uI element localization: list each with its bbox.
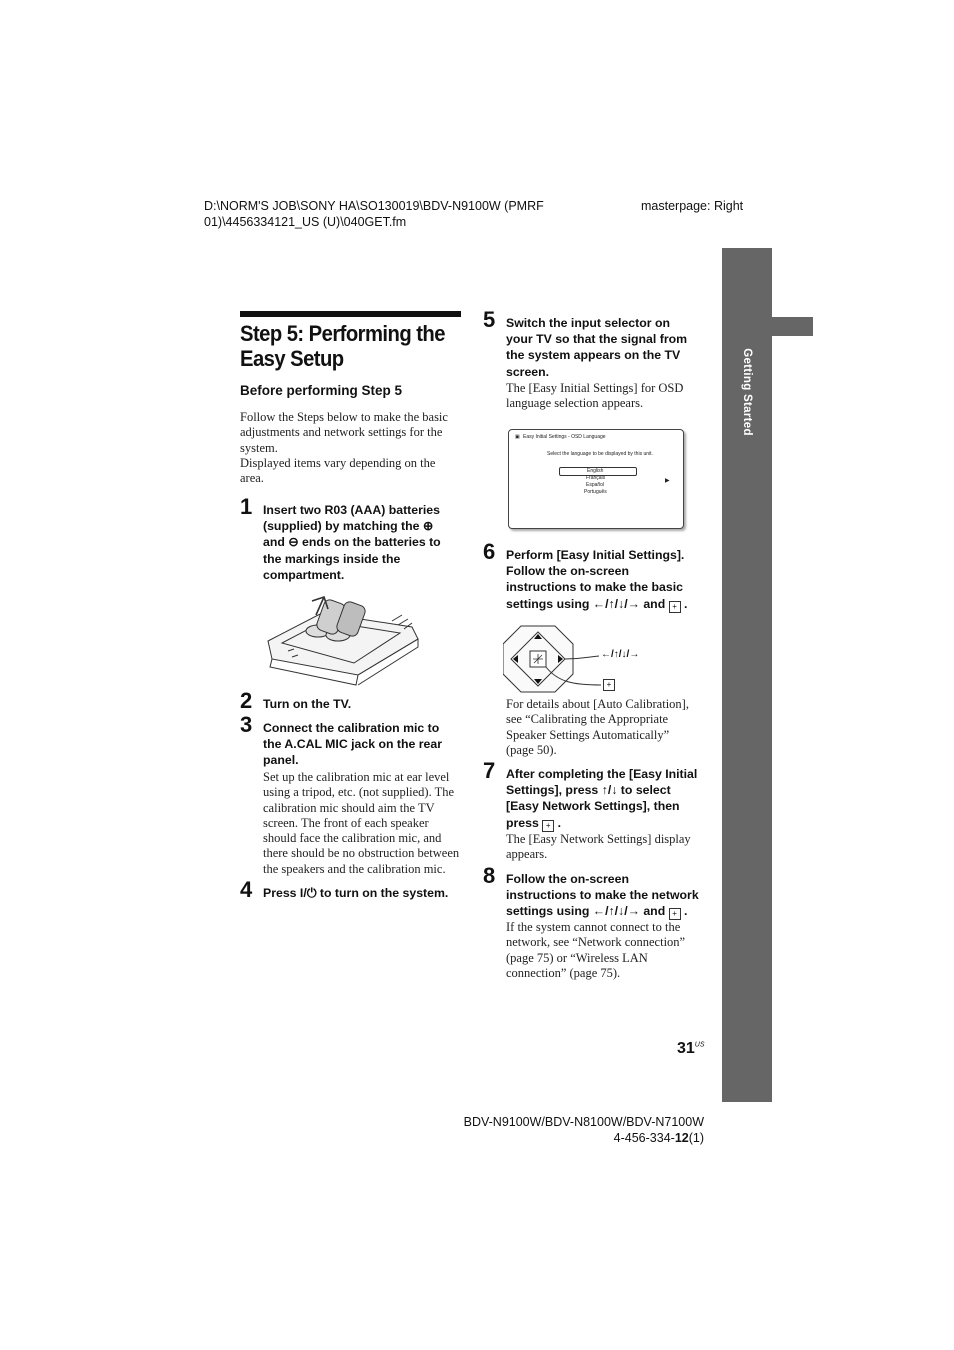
step-line: (supplied) by matching the ⊕: [263, 519, 434, 534]
battery-insertion-illustration: [262, 593, 422, 689]
enter-key-icon: +: [542, 820, 554, 832]
step-text: and: [639, 904, 669, 919]
osd-language-screen: [508, 429, 684, 529]
step-line: and ⊖ ends on the batteries to: [263, 535, 441, 550]
intro-line: Follow the Steps below to make the basic: [240, 410, 448, 424]
body-line: should face the calibration mic, and: [263, 831, 442, 846]
step-line: panel.: [263, 753, 299, 768]
body-line: Set up the calibration mic at ear level: [263, 770, 450, 784]
step-text: press: [506, 815, 543, 830]
body-line: connection” (page 75).: [506, 965, 621, 980]
step-line: the markings inside the: [263, 551, 401, 566]
body-line: network, see “Network connection”: [506, 935, 686, 950]
osd-scroll-right-icon: ▶: [665, 478, 670, 484]
osd-option[interactable]: Português: [584, 489, 607, 495]
step-line: Perform [Easy Initial Settings].: [506, 548, 685, 562]
step-line: Follow the on-screen: [506, 564, 629, 579]
step-5-description: [506, 381, 683, 412]
page-title: [240, 321, 452, 371]
file-path-line-2: 01)\4456334121_US (U)\040GET.fm: [204, 215, 407, 229]
power-icon: I/⏻: [299, 886, 317, 900]
step-7-description: [506, 832, 691, 863]
body-line: For details about [Auto Calibration],: [506, 697, 689, 711]
body-line: The [Easy Network Settings] display: [506, 832, 691, 846]
body-line: language selection appears.: [506, 396, 644, 411]
step-2-instruction: Turn on the TV.: [263, 697, 352, 711]
step-line: the system appears on the TV: [506, 348, 681, 363]
dpad-arrows-label: ←/↑/↓/→: [601, 649, 640, 660]
step-4-instruction: [263, 885, 448, 901]
step-line: instructions to make the basic: [506, 580, 683, 595]
step-3-description: [263, 770, 459, 877]
step-line: [506, 903, 699, 920]
body-line: Speaker Settings Automatically”: [506, 727, 670, 742]
step-1-number: 1: [240, 494, 253, 519]
step-line: Switch the input selector on: [506, 316, 670, 330]
step-4-number: 4: [240, 877, 253, 902]
intro-line: area.: [240, 471, 264, 486]
body-line: screen. The front of each speaker: [263, 815, 429, 830]
step-8-instruction: [506, 871, 699, 920]
step-text: and: [639, 596, 669, 611]
osd-option[interactable]: Français: [586, 475, 606, 481]
step-3-instruction: [263, 720, 442, 769]
code-part: 4-456-334-: [613, 1131, 675, 1145]
page-region-suffix: US: [694, 1041, 705, 1049]
body-line: using a tripod, etc. (not supplied). The: [263, 785, 455, 800]
step-6-instruction: [506, 547, 687, 613]
step-5-instruction: [506, 315, 687, 380]
step-6-description: [506, 697, 689, 758]
subheading: Before performing Step 5: [240, 383, 403, 398]
step-line: the A.CAL MIC jack on the rear: [263, 737, 443, 752]
step-5-number: 5: [483, 307, 496, 332]
model-numbers: BDV-N9100W/BDV-N8100W/BDV-N7100W: [463, 1115, 704, 1129]
body-line: If the system cannot connect to the: [506, 920, 681, 934]
masterpage-label: masterpage: Right: [641, 199, 744, 213]
body-line: there should be no obstruction between: [263, 846, 460, 861]
page-title-line-2: Easy Setup: [240, 346, 344, 371]
step-6-number: 6: [483, 539, 496, 564]
body-line: calibration mic should aim the TV: [263, 800, 435, 815]
step-line: Follow the on-screen: [506, 872, 629, 886]
step-text: .: [680, 904, 688, 919]
step-line: [506, 596, 687, 613]
model-footer: [456, 1114, 704, 1146]
body-line: (page 75) or “Wireless LAN: [506, 950, 648, 965]
step-7-number: 7: [483, 758, 496, 783]
step-line: screen.: [506, 364, 550, 379]
step-line: your TV so that the signal from: [506, 332, 688, 347]
code-part: 12: [674, 1131, 689, 1145]
body-line: see “Calibrating the Appropriate: [506, 712, 669, 727]
step-line: After completing the [Easy Initial: [506, 767, 698, 781]
osd-prompt: Select the language to be displayed by this unit.: [547, 451, 653, 457]
body-line: the speakers and the calibration mic.: [263, 861, 446, 876]
section-tab-marker: [772, 317, 813, 336]
code-part: (1): [688, 1131, 704, 1145]
file-path-header: [204, 198, 544, 230]
enter-key-icon: +: [669, 601, 681, 613]
enter-key-icon: +: [669, 908, 681, 920]
step-7-instruction: [506, 766, 697, 832]
body-line: (page 50).: [506, 742, 557, 757]
step-line: Insert two R03 (AAA) batteries: [263, 503, 440, 517]
body-line: appears.: [506, 847, 548, 862]
step-text: .: [680, 596, 688, 611]
osd-option[interactable]: Español: [586, 482, 605, 488]
intro-line: adjustments and network settings for the: [240, 425, 443, 440]
osd-option[interactable]: English: [587, 468, 604, 474]
step-text: Press: [263, 886, 300, 900]
arrow-keys-icon: ←/↑/↓/→: [592, 904, 640, 919]
title-rule: [240, 311, 461, 317]
step-text: settings using: [506, 904, 593, 919]
step-line: Settings], press ↑/↓ to select: [506, 783, 671, 798]
osd-title: Easy Initial Settings - OSD Language: [523, 434, 606, 440]
intro-line: Displayed items vary depending on the: [240, 455, 436, 470]
step-8-number: 8: [483, 863, 496, 888]
step-1-instruction: [263, 502, 441, 583]
step-8-description: [506, 920, 685, 981]
arrow-keys-icon: ←/↑/↓/→: [592, 596, 640, 611]
dpad-enter-label: +: [603, 679, 615, 691]
intro-line: system.: [240, 440, 278, 455]
file-path-line-1: D:\NORM'S JOB\SONY HA\SO130019\BDV-N9100W (PMRF: [204, 199, 544, 213]
step-line: Connect the calibration mic to: [263, 721, 440, 735]
step-line: [506, 815, 697, 832]
step-line: instructions to make the network: [506, 888, 699, 903]
document-code: [456, 1130, 704, 1146]
osd-title-icon: ▣: [515, 434, 520, 440]
section-label: Getting Started: [741, 348, 753, 436]
step-line: compartment.: [263, 567, 345, 582]
body-line: The [Easy Initial Settings] for OSD: [506, 381, 684, 395]
step-text: settings using: [506, 596, 593, 611]
page-number-value: 31: [677, 1040, 695, 1057]
page-title-line-1: Step 5: Performing the: [240, 321, 445, 346]
step-text: .: [554, 815, 562, 830]
step-line: [Easy Network Settings], then: [506, 799, 680, 814]
step-2-number: 2: [240, 688, 253, 713]
step-3-number: 3: [240, 712, 253, 737]
intro-text: [240, 410, 448, 486]
page-number: [677, 1040, 705, 1058]
step-text: to turn on the system.: [316, 886, 449, 900]
